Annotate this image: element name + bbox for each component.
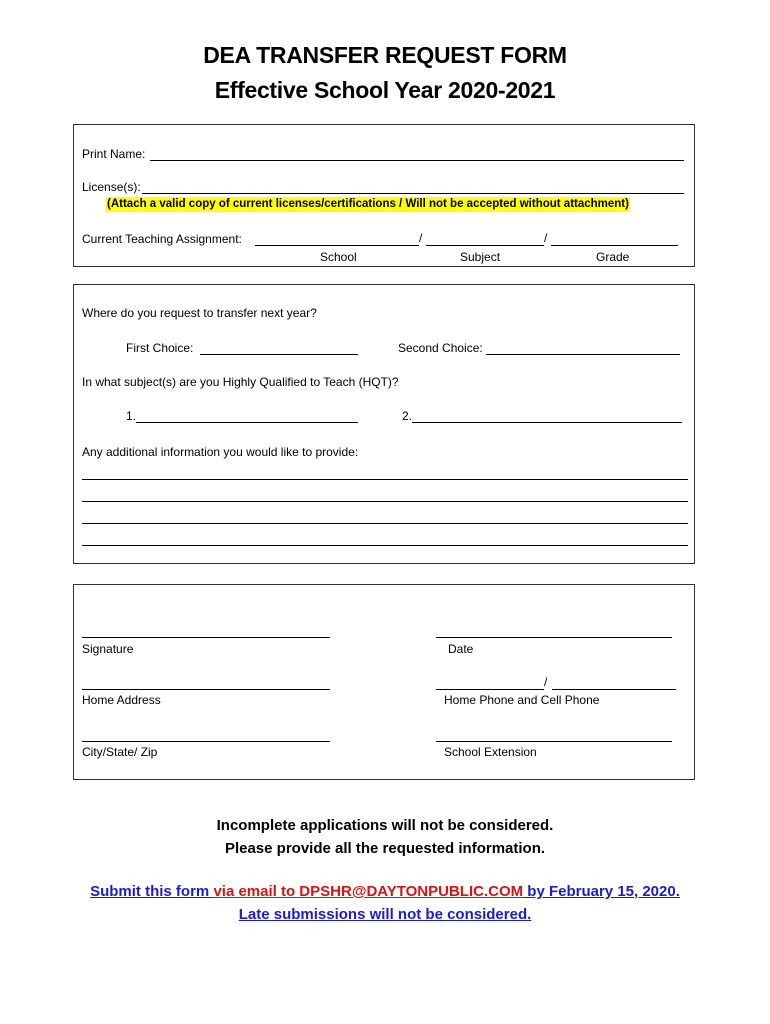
provide-info-notice: Please provide all the requested information. [224,840,546,857]
second-choice-label: Second Choice: [398,341,483,355]
licenses-label: License(s): [82,180,141,194]
form-title: DEA TRANSFER REQUEST FORM [203,42,567,68]
teaching-assignment-label: Current Teaching Assignment: [82,232,242,246]
submit-text-start: Submit this form [90,883,214,900]
signature-section [73,584,695,780]
transfer-question: Where do you request to transfer next year? [82,306,317,320]
city-state-zip-label: City/State/ Zip [82,745,158,759]
school-field[interactable] [255,245,419,246]
cell-phone-field[interactable] [552,689,676,690]
date-field[interactable] [436,637,672,638]
hqt-1-field[interactable] [136,422,358,423]
attach-note: (Attach a valid copy of current licenses/certifications / Will not be accepted without attachment) [107,198,629,210]
hqt-question: In what subject(s) are you Highly Qualified to Teach (HQT)? [82,375,399,389]
date-label: Date [448,642,474,656]
grade-field[interactable] [551,245,678,246]
late-notice-text: Late submissions will not be considered. [238,906,532,923]
hqt-1-label: 1. [126,409,137,423]
school-caption: School [320,250,357,264]
first-choice-label: First Choice: [126,341,194,355]
additional-info-line[interactable] [82,479,688,480]
phone-label: Home Phone and Cell Phone [444,693,600,707]
school-extension-label: School Extension [444,745,537,759]
phone-separator: / [544,675,548,689]
home-address-label: Home Address [82,693,161,707]
late-notice [0,906,770,923]
form-subtitle: Effective School Year 2020-2021 [214,77,556,103]
city-state-zip-field[interactable] [82,741,330,742]
signature-label: Signature [82,642,134,656]
print-name-field[interactable] [150,160,684,161]
school-extension-field[interactable] [436,741,672,742]
separator-slash: / [419,231,423,245]
subject-caption: Subject [460,250,501,264]
additional-info-label: Any additional information you would like to provide: [82,445,359,459]
additional-info-line[interactable] [82,545,688,546]
submit-deadline: by February 15, 2020. [523,883,680,900]
email-link[interactable]: via email to DPSHR@DAYTONPUBLIC.COM [213,883,524,900]
submit-instructions [0,883,770,900]
hqt-2-label: 2. [402,409,413,423]
signature-field[interactable] [82,637,330,638]
home-phone-field[interactable] [436,689,544,690]
print-name-label: Print Name: [82,147,146,161]
incomplete-notice: Incomplete applications will not be considered. [216,817,554,834]
transfer-request-section [73,284,695,564]
additional-info-line[interactable] [82,501,688,502]
licenses-field[interactable] [142,193,684,194]
second-choice-field[interactable] [486,354,680,355]
first-choice-field[interactable] [200,354,358,355]
subject-field[interactable] [426,245,544,246]
home-address-field[interactable] [82,689,330,690]
additional-info-line[interactable] [82,523,688,524]
applicant-info-section [73,124,695,267]
hqt-2-field[interactable] [412,422,682,423]
grade-caption: Grade [596,250,630,264]
separator-slash: / [544,231,548,245]
